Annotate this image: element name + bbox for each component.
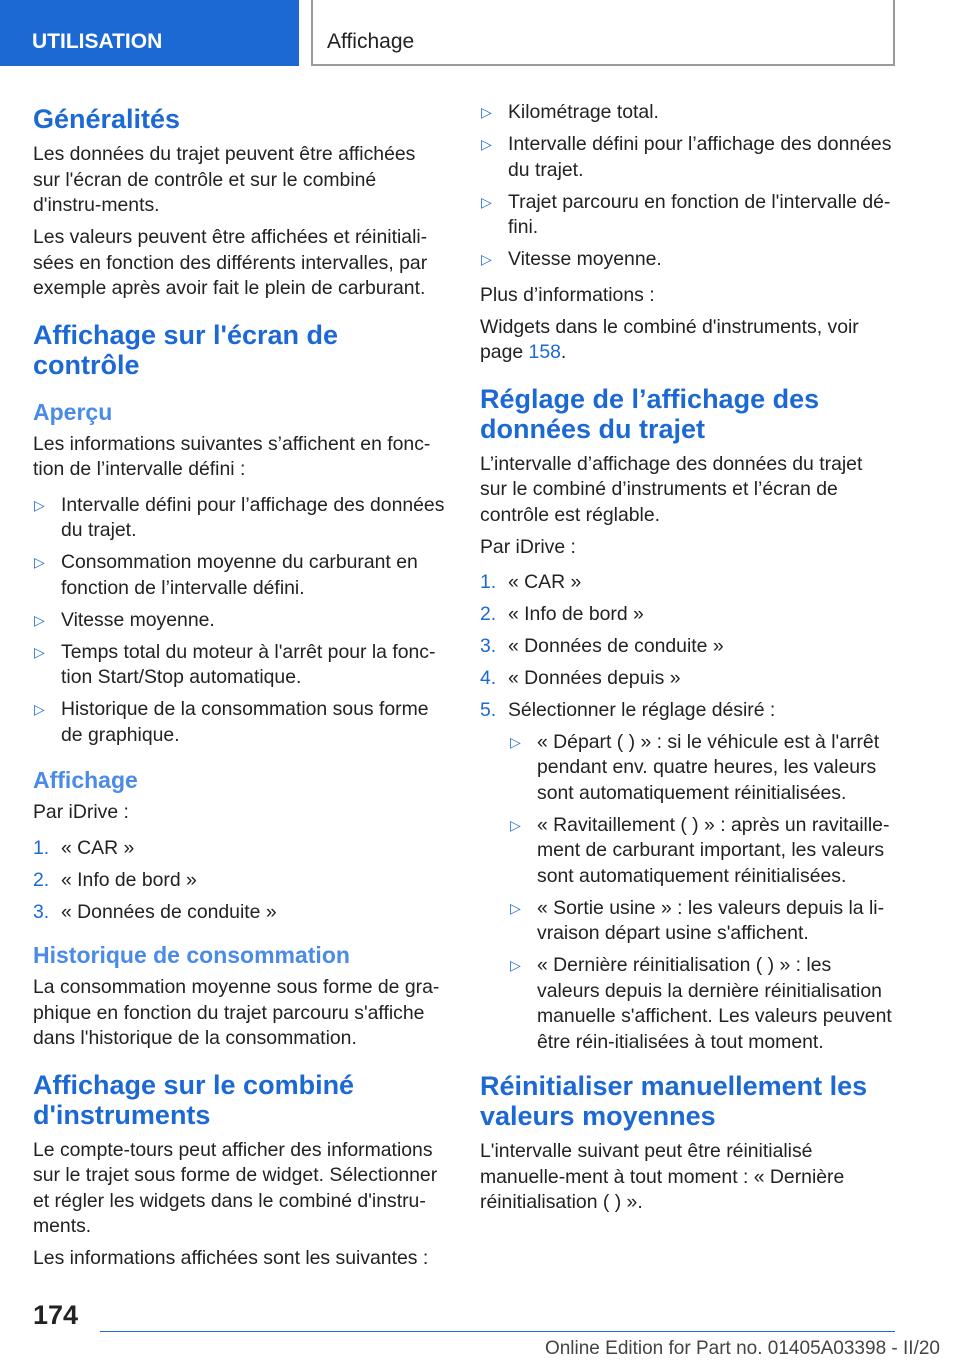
affichage-steps: [33, 836, 445, 926]
reglage-steps: [480, 570, 894, 1055]
paragraph: Par iDrive :: [480, 535, 576, 558]
paragraph: Widgets dans le combiné d'instruments, voir page 158.: [480, 315, 859, 363]
page-reference-link[interactable]: 158: [528, 341, 561, 363]
heading-affichage-combine: Affichage sur le combiné d'instruments: [33, 1069, 355, 1130]
list-item: ▷ Vitesse moyenne.: [480, 247, 894, 273]
topic-title: Affichage: [311, 0, 895, 66]
triangle-right-icon: ▷: [34, 496, 45, 513]
apercu-list: [33, 493, 445, 749]
edition-note: Online Edition for Part no. 01405A03398 - II/20: [544, 1338, 940, 1359]
right-column: [480, 100, 894, 1222]
reglage-options: [508, 730, 894, 1056]
list-item: ▷ Intervalle défini pour l’affichage des données du trajet.: [34, 493, 445, 541]
footer-divider: [100, 1331, 895, 1332]
page-header: [0, 0, 960, 66]
heading-historique: Historique de consommation: [33, 942, 350, 968]
list-item: ▷ Vitesse moyenne.: [33, 608, 445, 634]
triangle-right-icon: ▷: [481, 104, 492, 120]
left-column: [33, 100, 445, 1278]
paragraph: Plus d’informations :: [480, 283, 655, 306]
heading-reinitialiser: Réinitialiser manuellement les valeurs moyennes: [480, 1071, 868, 1131]
paragraph: Les données du trajet peuvent être affichées sur l'écran de contrôle et sur le combiné d'instru-ments.: [33, 143, 416, 216]
paragraph: Les informations suivantes s’affichent en fonc-tion de l’intervalle défini :: [33, 432, 431, 480]
heading-reglage: Réglage de l’affichage des données du trajet: [480, 383, 820, 444]
list-item: ▷ Intervalle défini pour l’affichage des données du trajet.: [481, 133, 892, 181]
triangle-right-icon: ▷: [510, 816, 521, 833]
list-item: 1. « CAR »: [33, 836, 135, 859]
paragraph: L’intervalle d’affichage des données du trajet sur le combiné d’instruments et l’écran de contrôle est réglable.: [480, 452, 863, 526]
section-tab[interactable]: UTILISATION: [0, 0, 299, 66]
triangle-right-icon: ▷: [481, 251, 492, 267]
triangle-right-icon: ▷: [510, 899, 521, 916]
list-item: ▷ Consommation moyenne du carburant en fonction de l’intervalle défini.: [34, 551, 418, 599]
triangle-right-icon: ▷: [481, 193, 492, 210]
list-item: 1. « CAR »: [480, 571, 582, 593]
list-item: 2. « Info de bord »: [33, 868, 197, 891]
triangle-right-icon: ▷: [34, 554, 45, 570]
list-item: 3. « Données de conduite »: [33, 900, 277, 923]
list-item: ▷ Trajet parcouru en fonction de l'intervalle dé-fini.: [481, 190, 891, 238]
paragraph: La consommation moyenne sous forme de gra-phique en fonction du trajet parcouru s'affiche dans l'historique de la consommation.: [33, 976, 440, 1049]
page-number: 174: [33, 1300, 79, 1330]
list-item: ▷ « Ravitaillement ( ) » : après un ravitaille-ment de carburant important, les valeurs sont automatiquement réinitialisées.: [510, 813, 890, 887]
triangle-right-icon: ▷: [34, 611, 45, 628]
paragraph: Les valeurs peuvent être affichées et réinitiali-sées en fonction des différents intervalles, par exemple après avoir fait le plein de carburant.: [33, 226, 428, 299]
triangle-right-icon: ▷: [481, 136, 492, 152]
triangle-right-icon: ▷: [34, 643, 45, 660]
paragraph: Le compte-tours peut afficher des informations sur le trajet sous forme de widget. Sélectionner et régler les widgets dans le combiné d'instru-ments.: [33, 1138, 438, 1237]
list-item: 3. « Données de conduite »: [480, 635, 724, 657]
list-item: 5. Sélectionner le réglage désiré : ▷ « Départ ( ) » : si le véhicule est à l'arrêt pendant env. quatre heures, les valeurs sont automatiquement réinitialisées. ▷ « Ravitaillement ( ) » : après un ravitaille-ment de carburant important, les valeurs sont automatiquement réinitialisées. ▷ « Sortie usine » : les valeurs depuis la li-vraison départ usine s'affichent. ▷ « Dernière réinitialisation ( ) » : les valeurs depuis la dernière réinitialisation manuelle s'affichent. Les valeurs peuvent être réin-itialisées à tout moment.: [480, 698, 894, 1055]
list-item: ▷ « Sortie usine » : les valeurs depuis la li-vraison départ usine s'affichent.: [510, 896, 885, 944]
heading-apercu: Aperçu: [33, 398, 113, 425]
triangle-right-icon: ▷: [510, 733, 521, 750]
list-item: 4. « Données depuis »: [480, 667, 681, 689]
heading-affichage-ecran: Affichage sur l'écran de contrôle: [33, 319, 339, 380]
paragraph: Les informations affichées sont les suivantes :: [33, 1247, 429, 1269]
paragraph: L'intervalle suivant peut être réinitialisé manuelle-ment à tout moment : « Dernière réinitialisation ( ) ».: [480, 1140, 845, 1213]
list-item: ▷ « Dernière réinitialisation ( ) » : les valeurs depuis la dernière réinitialisation manuelle s'affichent. Les valeurs peuvent être réin-itialisées à tout moment.: [510, 954, 892, 1053]
list-item: ▷ Kilométrage total.: [480, 100, 894, 126]
list-item: ▷ Historique de la consommation sous forme de graphique.: [34, 698, 429, 746]
heading-affichage: Affichage: [33, 767, 138, 793]
list-item: ▷ « Départ ( ) » : si le véhicule est à l'arrêt pendant env. quatre heures, les valeurs sont automatiquement réinitialisées.: [510, 730, 880, 804]
triangle-right-icon: ▷: [34, 701, 45, 717]
triangle-right-icon: ▷: [510, 957, 521, 973]
paragraph: Par iDrive :: [33, 801, 129, 823]
combine-info-list: [480, 100, 894, 273]
heading-generalites: Généralités: [33, 104, 181, 134]
list-item: ▷ Temps total du moteur à l'arrêt pour la fonc-tion Start/Stop automatique.: [34, 640, 436, 688]
list-item: 2. « Info de bord »: [480, 603, 644, 625]
